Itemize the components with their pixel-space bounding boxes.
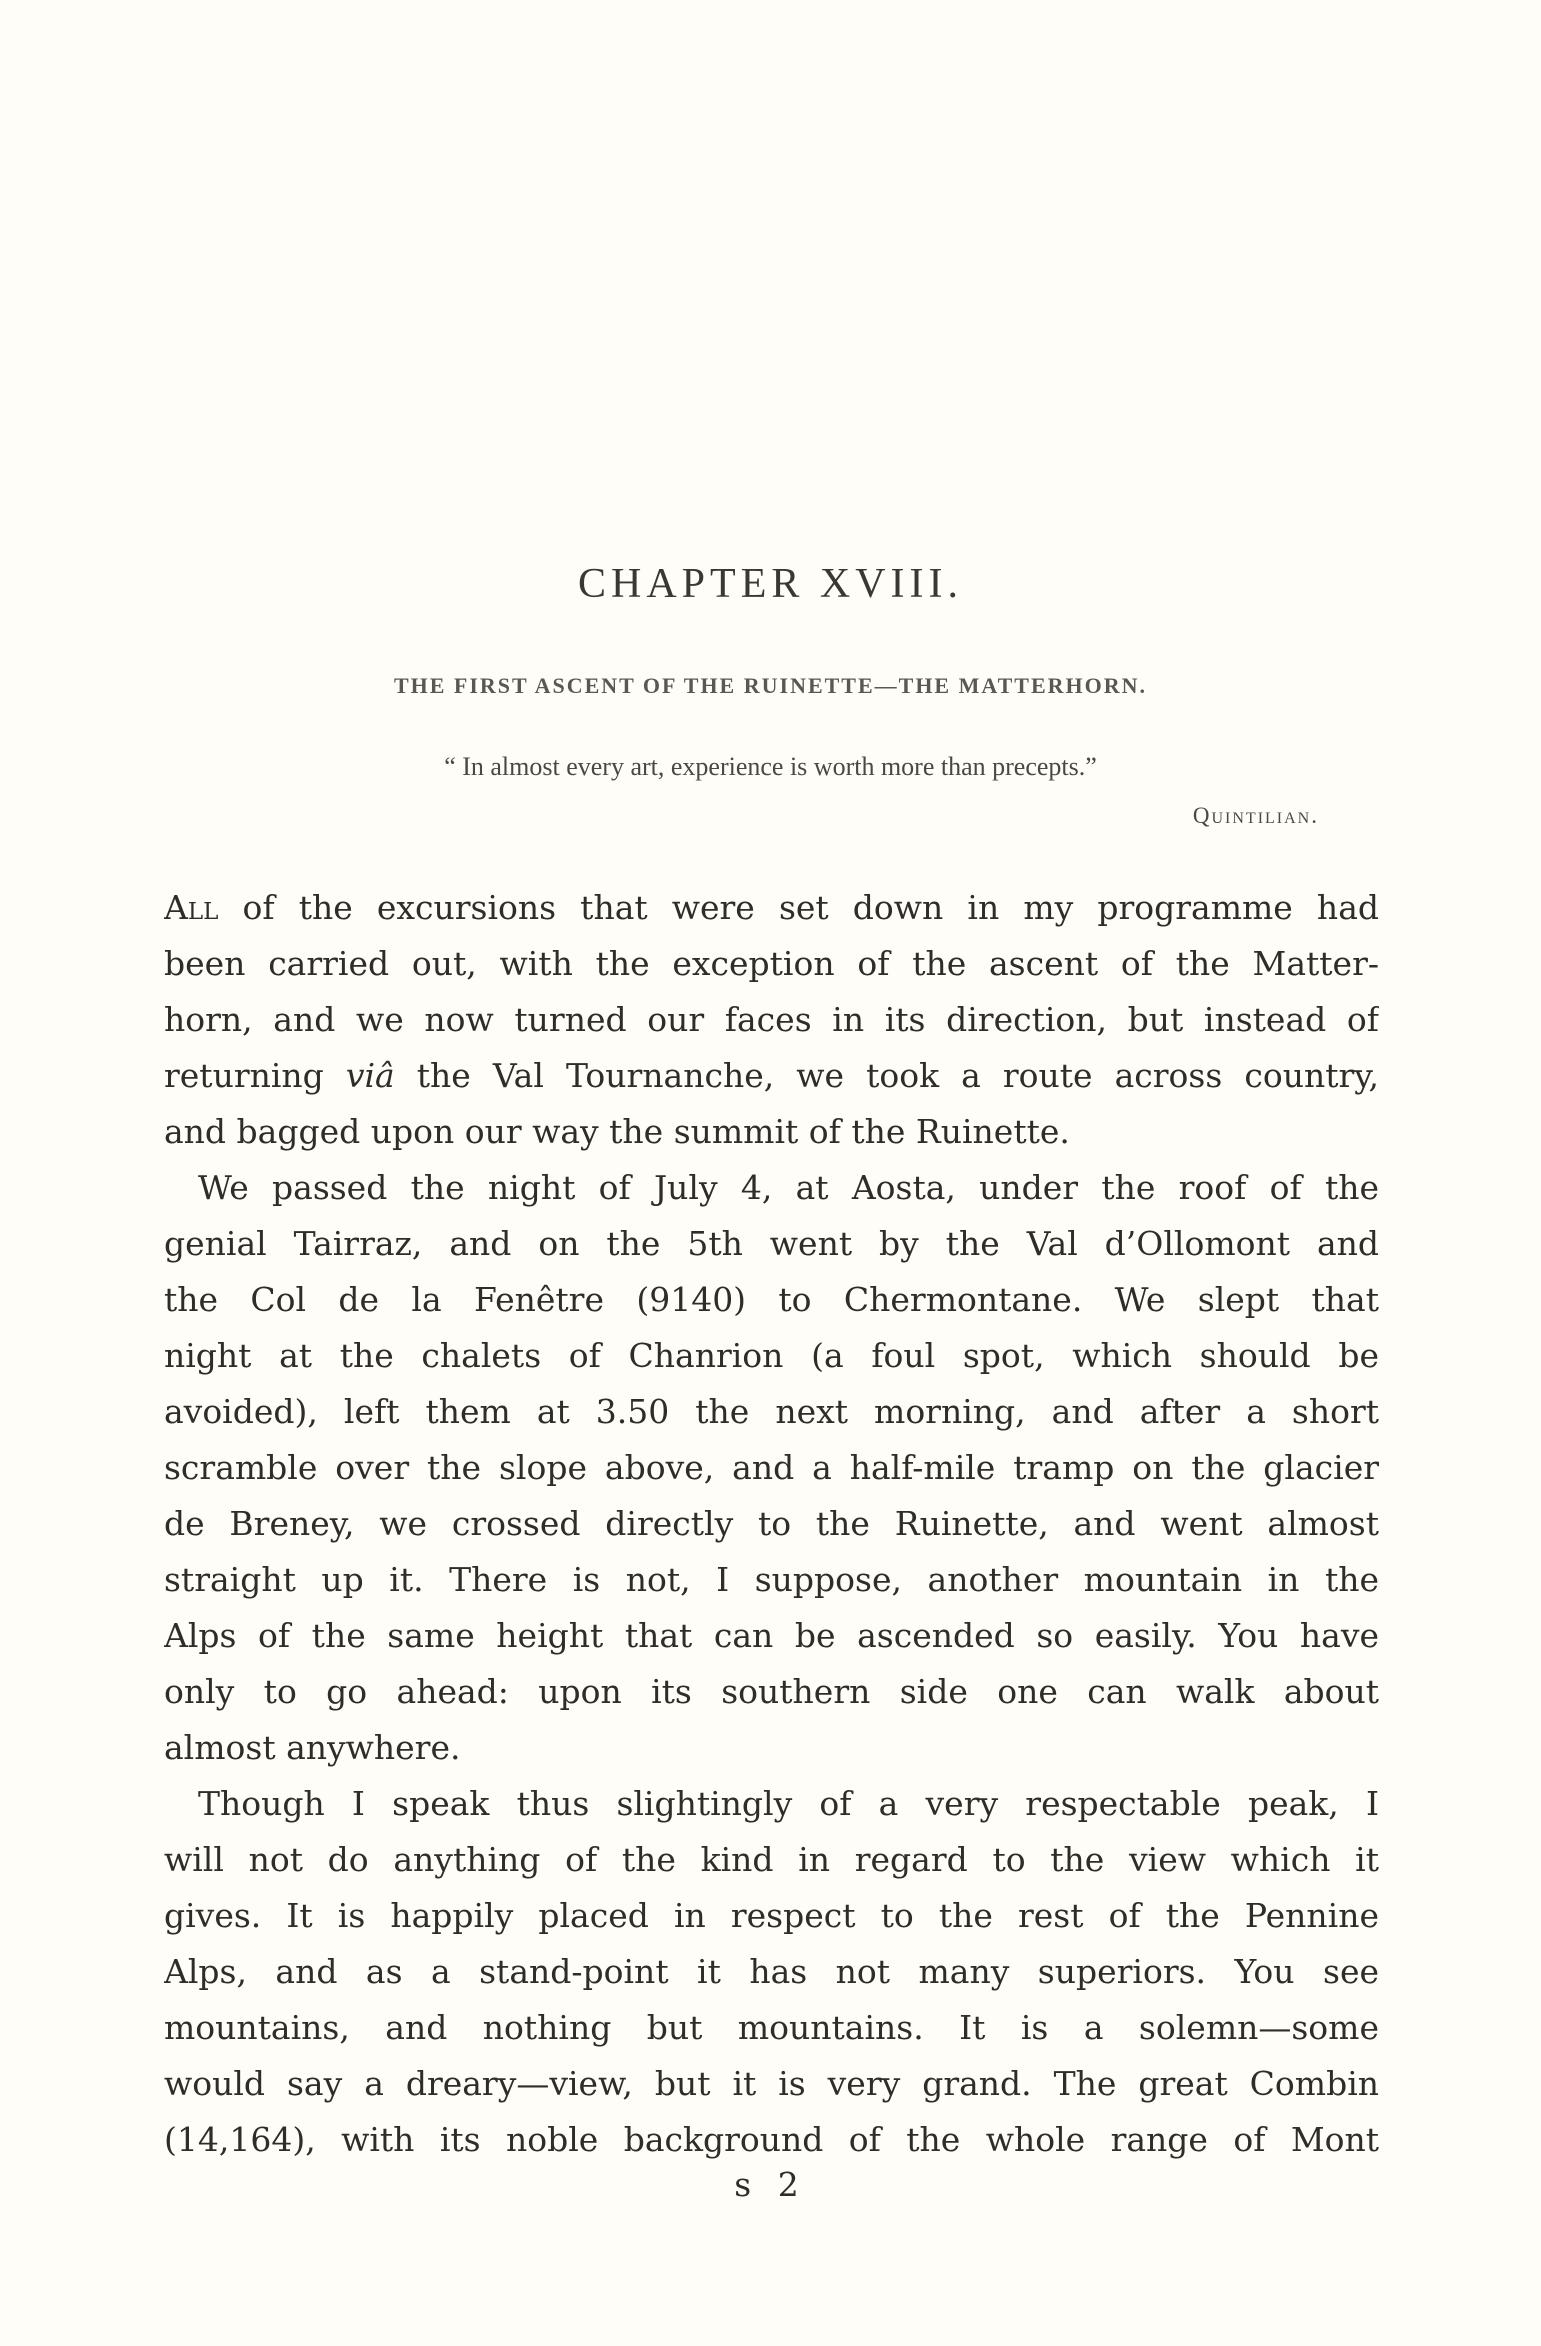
text-line: mountains, and nothing but mountains. It is a solemn—some xyxy=(164,2008,1379,2047)
text-line: Though I speak thus slightingly of a very respectable peak, I xyxy=(198,1784,1379,1823)
text-line xyxy=(164,1048,1379,1104)
chapter-subtitle: THE FIRST ASCENT OF THE RUINETTE—THE MATTERHORN. xyxy=(393,673,1148,698)
text-line: and bagged upon our way the summit of the Ruinette. xyxy=(164,1112,1070,1151)
paragraph-1 xyxy=(164,880,1379,1160)
epigraph-author: Quintilian. xyxy=(1192,803,1319,828)
text-line: only to go ahead: upon its southern side one can walk about xyxy=(164,1672,1379,1711)
text-line: avoided), left them at 3.50 the next morning, and after a short xyxy=(164,1392,1379,1431)
text-line: We passed the night of July 4, at Aosta, under the roof of the xyxy=(198,1168,1379,1207)
signature-mark: s 2 xyxy=(734,2165,807,2204)
text-line: gives. It is happily placed in respect to the rest of the Pennine xyxy=(164,1896,1379,1935)
text-line: (14,164), with its noble background of the whole range of Mont xyxy=(164,2120,1379,2159)
italic-word: viâ xyxy=(345,1056,395,1095)
line-text: of the excursions that were set down in my programme had xyxy=(218,888,1379,927)
text-line: almost anywhere. xyxy=(164,1728,461,1767)
drop-word: All xyxy=(164,888,219,927)
epigraph-quote: “ In almost every art, experience is worth more than precepts.” xyxy=(444,752,1097,781)
paragraph-2 xyxy=(164,1160,1379,1776)
text-line: will not do anything of the kind in regard to the view which it xyxy=(164,1840,1379,1879)
text-line: would say a dreary—view, but it is very grand. The great Combin xyxy=(164,2064,1379,2103)
text-line: the Col de la Fenêtre (9140) to Chermontane. We slept that xyxy=(164,1280,1379,1319)
text-line: Alps of the same height that can be ascended so easily. You have xyxy=(164,1616,1379,1655)
text-line xyxy=(164,880,1379,936)
text-line: night at the chalets of Chanrion (a foul spot, which should be xyxy=(164,1336,1379,1375)
text-line: been carried out, with the exception of the ascent of the Matter- xyxy=(164,944,1379,983)
chapter-title: CHAPTER XVIII. xyxy=(578,561,963,607)
text-line: horn, and we now turned our faces in its direction, but instead of xyxy=(164,1000,1379,1039)
paragraph-3 xyxy=(164,1776,1379,2168)
text-line: scramble over the slope above, and a half-mile tramp on the glacier xyxy=(164,1448,1379,1487)
body-text xyxy=(164,880,1379,2168)
line-text: returning xyxy=(164,1056,346,1095)
text-line: straight up it. There is not, I suppose, another mountain in the xyxy=(164,1560,1379,1599)
text-line: Alps, and as a stand-point it has not many superiors. You see xyxy=(164,1952,1379,1991)
text-line: de Breney, we crossed directly to the Ruinette, and went almost xyxy=(164,1504,1379,1543)
line-text: the Val Tournanche, we took a route across country, xyxy=(394,1056,1379,1095)
text-line: genial Tairraz, and on the 5th went by the Val d’Ollomont and xyxy=(164,1224,1379,1263)
